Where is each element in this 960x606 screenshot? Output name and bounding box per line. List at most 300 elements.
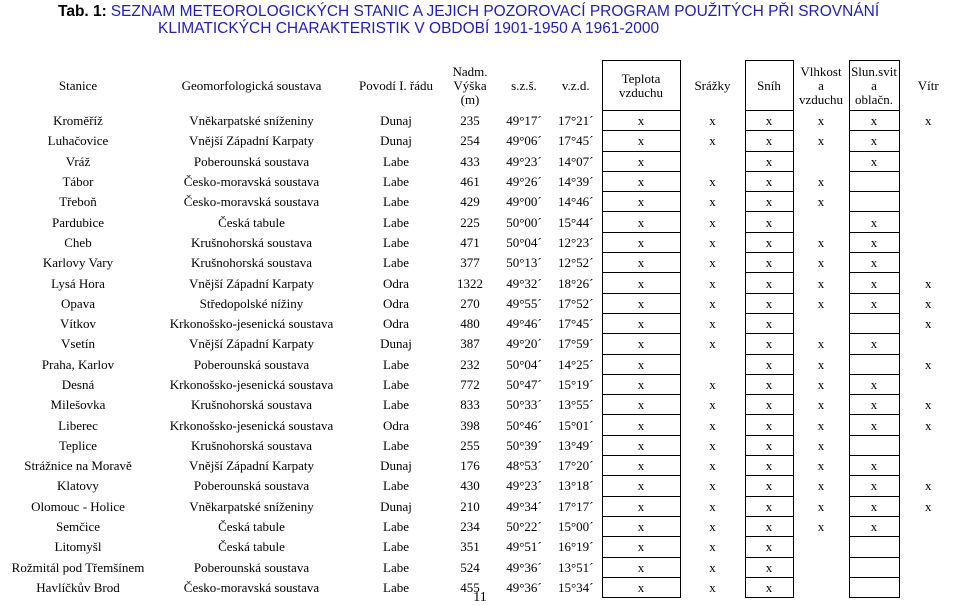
cell-stanice: Opava <box>61 295 95 311</box>
cell-snih: x <box>745 293 793 313</box>
cell-stanice: Luhačovice <box>47 133 109 149</box>
cell-teplota: x <box>602 496 680 516</box>
cell-snih: x <box>745 151 793 171</box>
cell-vitr <box>899 171 957 191</box>
header-srazky: Srážky <box>694 77 731 93</box>
cell-vitr: x <box>925 295 932 311</box>
cell-stanice: Cheb <box>64 234 92 250</box>
cell-szs: 49°00´ <box>506 194 542 210</box>
cell-nadm-vyska: 524 <box>460 559 480 575</box>
cell-nadm-vyska: 833 <box>460 397 480 413</box>
cell-vitr: x <box>925 417 932 433</box>
cell-povodi: Labe <box>383 397 409 413</box>
cell-geomorfologicka-soustava: Česká tabule <box>218 519 285 535</box>
cell-szs: 50°46´ <box>506 417 542 433</box>
cell-vitr <box>899 212 957 232</box>
cell-srazky: x <box>709 579 716 595</box>
cell-szs: 49°23´ <box>506 153 542 169</box>
cell-srazky: x <box>709 559 716 575</box>
cell-vlhkost: x <box>817 255 825 271</box>
cell-slun-svit: x <box>849 232 899 252</box>
cell-teplota: x <box>602 577 680 597</box>
cell-teplota: x <box>602 334 680 354</box>
cell-vzd: 15°34´ <box>557 579 594 595</box>
cell-nadm-vyska: 225 <box>460 214 480 230</box>
cell-stanice: Rožmitál pod Třemšínem <box>11 559 145 575</box>
cell-geomorfologicka-soustava: Vněkarpatské sníženiny <box>189 498 314 514</box>
header-nadm-vyska-line2: Výška <box>453 77 487 93</box>
header-vlhkost-line3: vzduchu <box>798 91 844 107</box>
cell-stanice: Desná <box>61 377 95 392</box>
cell-vlhkost <box>793 212 849 232</box>
cell-snih: x <box>745 435 793 455</box>
cell-nadm-vyska: 232 <box>460 356 480 372</box>
cell-vitr: x <box>925 397 932 413</box>
table-row <box>3 171 957 191</box>
cell-vlhkost: x <box>817 478 825 494</box>
cell-vitr: x <box>925 113 932 129</box>
cell-snih: x <box>745 557 793 577</box>
cell-srazky: x <box>709 275 716 291</box>
cell-vlhkost: x <box>817 377 825 392</box>
cell-vzd: 14°46´ <box>557 194 594 210</box>
cell-teplota: x <box>602 415 680 435</box>
cell-vitr <box>899 131 957 151</box>
cell-szs: 49°17´ <box>506 113 542 129</box>
cell-nadm-vyska: 429 <box>460 194 480 210</box>
header-povodi: Povodí I. řádu <box>358 77 434 93</box>
cell-geomorfologicka-soustava: Česká tabule <box>218 539 285 555</box>
cell-srazky: x <box>709 295 716 311</box>
cell-srazky: x <box>709 458 716 474</box>
header-slunecni-svit <box>849 61 899 111</box>
cell-slun-svit <box>849 435 899 455</box>
cell-snih: x <box>745 192 793 212</box>
table-row <box>3 111 957 131</box>
cell-srazky: x <box>709 397 716 413</box>
cell-vitr <box>899 253 957 273</box>
cell-slun-svit: x <box>849 395 899 415</box>
cell-vitr <box>899 516 957 536</box>
cell-nadm-vyska: 455 <box>460 579 480 595</box>
cell-povodi: Labe <box>383 559 409 575</box>
cell-nadm-vyska: 270 <box>460 295 480 311</box>
cell-stanice: Karlovy Vary <box>42 255 114 271</box>
cell-geomorfologicka-soustava: Poberounská soustava <box>193 559 310 575</box>
header-vzd: v.z.d. <box>561 77 590 93</box>
cell-vlhkost: x <box>817 194 825 210</box>
cell-povodi: Odra <box>383 275 409 291</box>
cell-vzd: 15°44´ <box>557 214 594 230</box>
cell-vitr <box>899 537 957 557</box>
cell-nadm-vyska: 430 <box>460 478 480 494</box>
cell-srazky <box>680 151 745 171</box>
cell-geomorfologicka-soustava: Poberounská soustava <box>193 478 310 494</box>
cell-geomorfologicka-soustava: Česko-moravská soustava <box>183 174 320 190</box>
cell-vlhkost: x <box>817 498 825 514</box>
cell-snih: x <box>745 334 793 354</box>
cell-snih: x <box>745 516 793 536</box>
cell-povodi: Labe <box>383 194 409 210</box>
cell-nadm-vyska: 480 <box>460 316 480 332</box>
cell-slun-svit <box>849 192 899 212</box>
cell-snih: x <box>745 212 793 232</box>
table-row <box>3 537 957 557</box>
table-row <box>3 313 957 333</box>
cell-vitr: x <box>925 498 932 514</box>
table-title-line2: KLIMATICKÝCH CHARAKTERISTIK V OBDOBÍ 1901-1950 A 1961-2000 <box>158 20 660 37</box>
cell-povodi: Dunaj <box>380 133 412 149</box>
cell-szs: 50°04´ <box>506 234 542 250</box>
cell-stanice: Klatovy <box>57 478 99 494</box>
header-slun-line2: a <box>871 77 877 93</box>
cell-vlhkost: x <box>817 437 825 453</box>
cell-szs: 49°55´ <box>506 295 542 311</box>
cell-slun-svit <box>849 354 899 374</box>
cell-srazky: x <box>709 113 716 129</box>
cell-srazky: x <box>709 133 716 149</box>
cell-povodi: Labe <box>383 214 409 230</box>
cell-stanice: Litomyšl <box>54 539 102 555</box>
cell-vitr <box>899 232 957 252</box>
cell-szs: 49°36´ <box>506 579 542 595</box>
table-header-row <box>3 61 957 111</box>
table-row <box>3 557 957 577</box>
cell-snih: x <box>745 537 793 557</box>
cell-povodi: Labe <box>383 539 409 555</box>
cell-nadm-vyska: 254 <box>460 133 480 149</box>
cell-nadm-vyska: 461 <box>460 174 480 190</box>
header-slun-line3: oblačn. <box>855 91 893 107</box>
cell-geomorfologicka-soustava: Česko-moravská soustava <box>183 194 320 210</box>
cell-snih: x <box>745 476 793 496</box>
cell-szs: 48°53´ <box>506 458 542 474</box>
cell-vzd: 13°55´ <box>557 397 594 413</box>
cell-teplota: x <box>602 232 680 252</box>
table-row <box>3 354 957 374</box>
cell-stanice: Semčice <box>55 519 101 535</box>
cell-povodi: Labe <box>383 519 409 535</box>
cell-srazky: x <box>709 194 716 210</box>
cell-teplota: x <box>602 313 680 333</box>
cell-srazky <box>680 354 745 374</box>
cell-vzd: 13°18´ <box>557 478 594 494</box>
table-row <box>3 273 957 293</box>
cell-vzd: 13°51´ <box>557 559 594 575</box>
cell-vzd: 12°52´ <box>557 255 594 271</box>
cell-povodi: Labe <box>383 437 409 453</box>
cell-szs: 49°46´ <box>506 316 542 332</box>
table-row <box>3 334 957 354</box>
cell-vitr <box>899 151 957 171</box>
cell-teplota: x <box>602 435 680 455</box>
cell-vzd: 12°23´ <box>557 234 594 250</box>
cell-vitr: x <box>925 478 932 494</box>
cell-geomorfologicka-soustava: Krkonošsko-jesenická soustava <box>169 417 334 433</box>
cell-slun-svit: x <box>849 111 899 131</box>
header-nadm-vyska <box>442 61 498 111</box>
cell-stanice: Havlíčkův Brod <box>36 579 120 595</box>
cell-nadm-vyska: 387 <box>460 336 480 352</box>
cell-stanice: Praha, Karlov <box>41 356 115 372</box>
cell-szs: 49°51´ <box>506 539 542 555</box>
header-vlhkost-line2: a <box>818 77 824 93</box>
cell-povodi: Labe <box>383 174 409 190</box>
cell-teplota: x <box>602 374 680 394</box>
header-vitr: Vítr <box>917 77 939 93</box>
cell-szs: 50°00´ <box>506 214 542 230</box>
cell-teplota: x <box>602 516 680 536</box>
cell-slun-svit <box>849 537 899 557</box>
cell-teplota: x <box>602 151 680 171</box>
cell-slun-svit: x <box>849 415 899 435</box>
cell-geomorfologicka-soustava: Středopolské nížiny <box>199 295 304 311</box>
cell-slun-svit: x <box>849 456 899 476</box>
cell-stanice: Třeboň <box>59 194 97 210</box>
cell-srazky: x <box>709 478 716 494</box>
cell-nadm-vyska: 398 <box>460 417 480 433</box>
cell-stanice: Tábor <box>62 174 94 190</box>
header-stanice: Stanice <box>58 77 98 93</box>
cell-snih: x <box>745 415 793 435</box>
cell-nadm-vyska: 351 <box>460 539 480 555</box>
cell-nadm-vyska: 772 <box>460 377 480 392</box>
cell-vlhkost: x <box>817 234 825 250</box>
cell-slun-svit <box>849 557 899 577</box>
cell-povodi: Labe <box>383 478 409 494</box>
header-slun-line1: Slun.svit <box>851 63 897 79</box>
table-row <box>3 395 957 415</box>
cell-povodi: Labe <box>383 377 409 392</box>
table-row <box>3 476 957 496</box>
cell-srazky: x <box>709 316 716 332</box>
cell-stanice: Strážnice na Moravě <box>24 458 132 474</box>
cell-povodi: Dunaj <box>380 336 412 352</box>
cell-teplota: x <box>602 192 680 212</box>
cell-povodi: Labe <box>383 356 409 372</box>
cell-geomorfologicka-soustava: Vnější Západní Karpaty <box>189 458 314 474</box>
header-geomorfologicka-soustava: Geomorfologická soustava <box>181 77 322 93</box>
cell-povodi: Odra <box>383 316 409 332</box>
table-row <box>3 415 957 435</box>
cell-slun-svit: x <box>849 516 899 536</box>
cell-stanice: Vráž <box>65 153 91 169</box>
cell-szs: 49°20´ <box>506 336 542 352</box>
cell-snih: x <box>745 111 793 131</box>
cell-snih: x <box>745 374 793 394</box>
cell-snih: x <box>745 456 793 476</box>
cell-nadm-vyska: 210 <box>460 498 480 514</box>
cell-srazky: x <box>709 539 716 555</box>
cell-srazky: x <box>709 437 716 453</box>
cell-snih: x <box>745 253 793 273</box>
cell-teplota: x <box>602 171 680 191</box>
cell-vlhkost: x <box>817 397 825 413</box>
cell-geomorfologicka-soustava: Vnější Západní Karpaty <box>189 336 314 352</box>
cell-nadm-vyska: 235 <box>460 113 480 129</box>
page-number: 11 <box>473 590 487 605</box>
cell-stanice: Vítkov <box>59 316 97 332</box>
table-row <box>3 374 957 394</box>
header-vlhkost-vzduchu <box>793 61 849 111</box>
cell-povodi: Labe <box>383 153 409 169</box>
table-title <box>58 3 938 37</box>
cell-vitr <box>899 334 957 354</box>
cell-vzd: 13°49´ <box>557 437 594 453</box>
cell-vzd: 14°07´ <box>557 153 594 169</box>
cell-vzd: 17°20´ <box>557 458 594 474</box>
header-vlhkost-line1: Vlhkost <box>800 63 842 79</box>
cell-vitr: x <box>925 356 932 372</box>
header-teplota-vzduchu <box>602 61 680 111</box>
cell-szs: 50°39´ <box>506 437 542 453</box>
cell-vzd: 15°19´ <box>557 377 594 392</box>
cell-srazky: x <box>709 255 716 271</box>
cell-srazky: x <box>709 377 716 392</box>
table-row <box>3 131 957 151</box>
cell-vzd: 17°59´ <box>557 336 594 352</box>
cell-stanice: Milešovka <box>50 397 106 413</box>
cell-vitr <box>899 374 957 394</box>
cell-szs: 49°23´ <box>506 478 542 494</box>
cell-povodi: Labe <box>383 255 409 271</box>
cell-povodi: Labe <box>383 579 409 595</box>
cell-stanice: Pardubice <box>52 214 104 230</box>
cell-szs: 49°34´ <box>506 498 542 514</box>
cell-stanice: Teplice <box>58 437 98 453</box>
cell-teplota: x <box>602 212 680 232</box>
header-teplota-line2: vzduchu <box>618 84 664 100</box>
cell-nadm-vyska: 1322 <box>457 275 483 291</box>
cell-szs: 50°13´ <box>506 255 542 271</box>
cell-slun-svit: x <box>849 253 899 273</box>
cell-snih: x <box>745 313 793 333</box>
cell-slun-svit: x <box>849 131 899 151</box>
cell-szs: 50°33´ <box>506 397 542 413</box>
cell-geomorfologicka-soustava: Krkonošsko-jesenická soustava <box>169 316 334 332</box>
header-snih: Sníh <box>745 61 793 111</box>
table-title-line1: SEZNAM METEOROLOGICKÝCH STANIC A JEJICH POZOROVACÍ PROGRAM POUŽITÝCH PŘI SROVNÁNÍ <box>110 3 880 20</box>
cell-slun-svit: x <box>849 151 899 171</box>
cell-geomorfologicka-soustava: Krušnohorská soustava <box>191 397 312 413</box>
cell-povodi: Odra <box>383 417 409 433</box>
table-row <box>3 151 957 171</box>
header-nadm-vyska-line3: (m) <box>460 91 480 107</box>
cell-szs: 49°06´ <box>506 133 542 149</box>
cell-teplota: x <box>602 476 680 496</box>
cell-snih: x <box>745 354 793 374</box>
cell-srazky: x <box>709 174 716 190</box>
cell-teplota: x <box>602 293 680 313</box>
cell-vlhkost: x <box>817 174 825 190</box>
cell-stanice: Olomouc - Holice <box>31 498 125 514</box>
cell-vzd: 16°19´ <box>557 539 594 555</box>
cell-vzd: 17°45´ <box>557 316 594 332</box>
cell-teplota: x <box>602 537 680 557</box>
cell-slun-svit <box>849 313 899 333</box>
cell-nadm-vyska: 433 <box>460 153 480 169</box>
cell-vlhkost: x <box>817 275 825 291</box>
cell-snih: x <box>745 273 793 293</box>
cell-geomorfologicka-soustava: Krušnohorská soustava <box>191 437 312 453</box>
cell-povodi: Dunaj <box>380 458 412 474</box>
cell-vlhkost: x <box>817 295 825 311</box>
cell-srazky: x <box>709 498 716 514</box>
cell-slun-svit <box>849 171 899 191</box>
cell-teplota: x <box>602 557 680 577</box>
cell-teplota: x <box>602 273 680 293</box>
table-row <box>3 232 957 252</box>
cell-nadm-vyska: 471 <box>460 234 480 250</box>
cell-teplota: x <box>602 456 680 476</box>
cell-vlhkost <box>793 537 849 557</box>
cell-vzd: 17°52´ <box>557 295 594 311</box>
cell-szs: 50°47´ <box>506 377 542 392</box>
cell-vlhkost: x <box>817 336 825 352</box>
cell-teplota: x <box>602 111 680 131</box>
cell-geomorfologicka-soustava: Krušnohorská soustava <box>191 255 312 271</box>
table-row <box>3 253 957 273</box>
cell-slun-svit: x <box>849 496 899 516</box>
cell-vzd: 15°01´ <box>557 417 594 433</box>
cell-geomorfologicka-soustava: Poberounská soustava <box>193 356 310 372</box>
table-row <box>3 516 957 536</box>
cell-povodi: Labe <box>383 234 409 250</box>
stations-table <box>3 60 957 598</box>
cell-vlhkost <box>793 313 849 333</box>
table-row <box>3 496 957 516</box>
cell-teplota: x <box>602 253 680 273</box>
cell-srazky: x <box>709 234 716 250</box>
cell-vzd: 18°26´ <box>557 275 594 291</box>
cell-snih: x <box>745 395 793 415</box>
cell-vitr <box>899 435 957 455</box>
cell-vzd: 14°39´ <box>557 174 594 190</box>
cell-vlhkost <box>793 151 849 171</box>
cell-vzd: 17°17´ <box>557 498 594 514</box>
cell-szs: 49°36´ <box>506 559 542 575</box>
cell-vzd: 17°21´ <box>557 113 594 129</box>
cell-nadm-vyska: 176 <box>460 458 480 474</box>
cell-teplota: x <box>602 395 680 415</box>
cell-vlhkost <box>793 557 849 577</box>
cell-teplota: x <box>602 131 680 151</box>
cell-povodi: Odra <box>383 295 409 311</box>
table-body <box>3 111 957 598</box>
cell-slun-svit: x <box>849 293 899 313</box>
header-szs: s.z.š. <box>511 77 537 93</box>
cell-geomorfologicka-soustava: Česko-moravská soustava <box>183 579 320 595</box>
cell-vlhkost: x <box>817 417 825 433</box>
cell-slun-svit: x <box>849 476 899 496</box>
cell-vitr: x <box>925 275 932 291</box>
cell-vlhkost: x <box>817 458 825 474</box>
cell-snih: x <box>745 131 793 151</box>
cell-stanice: Vsetín <box>61 336 95 352</box>
cell-geomorfologicka-soustava: Vněkarpatské sníženiny <box>189 113 314 129</box>
cell-snih: x <box>745 232 793 252</box>
cell-vzd: 14°25´ <box>557 356 594 372</box>
cell-srazky: x <box>709 214 716 230</box>
cell-nadm-vyska: 234 <box>460 519 480 535</box>
header-teplota-line1: Teplota <box>621 70 661 86</box>
cell-geomorfologicka-soustava: Krušnohorská soustava <box>191 234 312 250</box>
cell-srazky: x <box>709 336 716 352</box>
cell-srazky: x <box>709 519 716 535</box>
cell-teplota: x <box>602 354 680 374</box>
cell-slun-svit: x <box>849 212 899 232</box>
cell-srazky: x <box>709 417 716 433</box>
